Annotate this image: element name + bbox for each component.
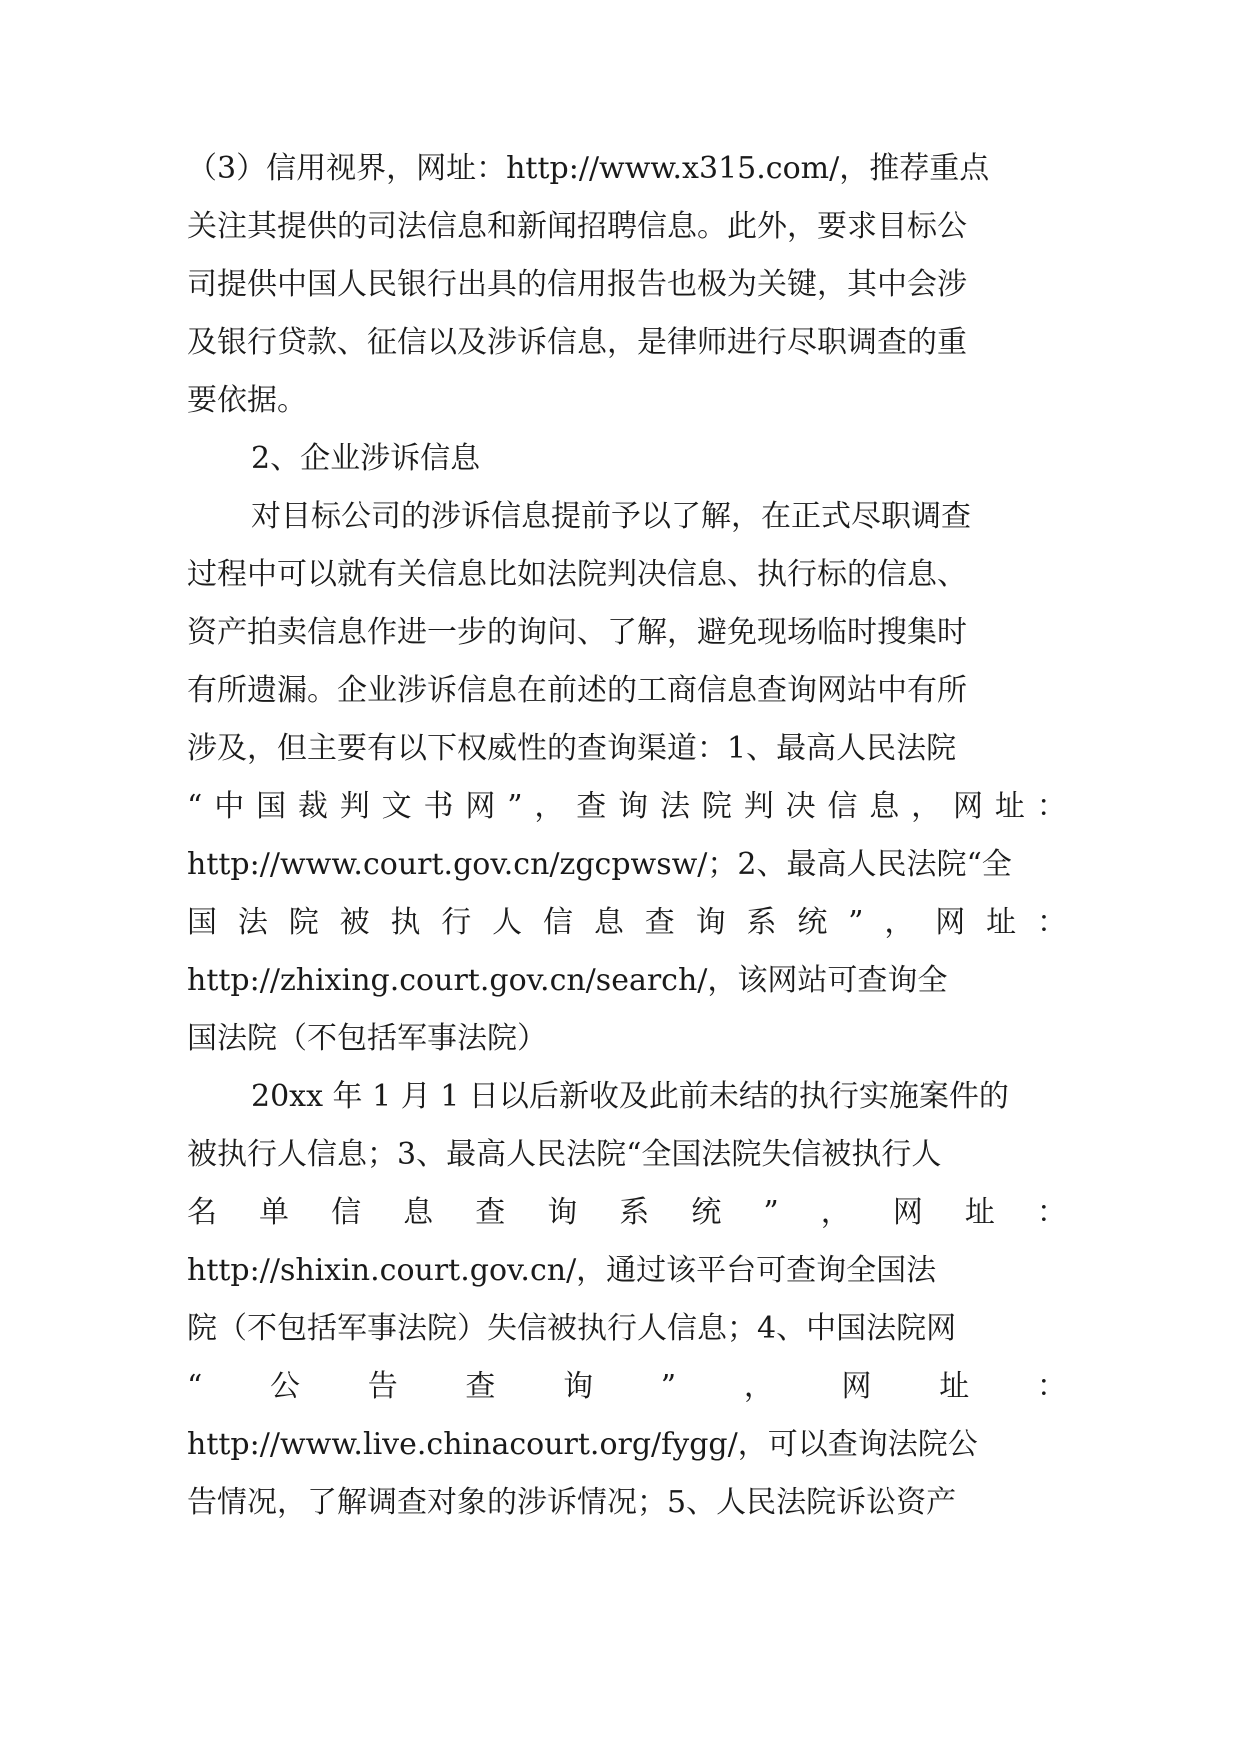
justified-char: ” xyxy=(660,1369,677,1404)
justified-char: ： xyxy=(1036,789,1067,824)
justified-char: “ xyxy=(187,1369,203,1404)
justified-char: 文 xyxy=(381,789,412,824)
justified-char: 名 xyxy=(187,1195,217,1230)
text-line: http://www.court.gov.cn/zgcpwsw/；2、最高人民法院“全 xyxy=(187,847,1012,882)
justified-char: ” xyxy=(507,789,523,824)
text-line: 过程中可以就有关信息比如法院判决信息、执行标的信息、 xyxy=(187,557,967,592)
body-text xyxy=(187,140,1067,1532)
text-line-spaced xyxy=(187,894,1067,952)
justified-char: 查 xyxy=(576,789,607,824)
justified-char: 询 xyxy=(563,1369,594,1404)
justified-char: 息 xyxy=(403,1195,434,1230)
justified-char: 址 xyxy=(964,1195,995,1230)
text-line: 关注其提供的司法信息和新闻招聘信息。此外，要求目标公 xyxy=(187,209,967,244)
justified-char: 执 xyxy=(390,905,421,940)
justified-char: 址 xyxy=(939,1369,970,1404)
justified-char: 信 xyxy=(331,1195,362,1230)
justified-char: ： xyxy=(1036,1195,1067,1230)
justified-char: 网 xyxy=(935,905,966,940)
justified-char: ， xyxy=(534,789,565,824)
justified-char: 院 xyxy=(288,905,319,940)
justified-char: 统 xyxy=(691,1195,722,1230)
text-line: 资产拍卖信息作进一步的询问、了解，避免现场临时搜集时 xyxy=(187,615,967,650)
justified-char: “ xyxy=(187,789,203,824)
justified-char: ” xyxy=(763,1195,779,1230)
justified-char: 告 xyxy=(367,1369,398,1404)
text-line: 对目标公司的涉诉信息提前予以了解，在正式尽职调查 xyxy=(251,499,971,534)
justified-char: 统 xyxy=(797,905,828,940)
justified-char: 判 xyxy=(743,789,774,824)
justified-char: 系 xyxy=(619,1195,650,1230)
justified-char: 院 xyxy=(701,789,732,824)
justified-char: 网 xyxy=(892,1195,923,1230)
justified-char: 查 xyxy=(465,1369,496,1404)
justified-char: ， xyxy=(911,789,942,824)
text-line: 告情况，了解调查对象的涉诉情况；5、人民法院诉讼资产 xyxy=(187,1485,957,1520)
justified-char: 网 xyxy=(465,789,496,824)
text-line: 要依据。 xyxy=(187,383,307,418)
justified-char: 决 xyxy=(785,789,816,824)
justified-char: 中 xyxy=(214,789,245,824)
justified-char: ： xyxy=(1036,905,1067,940)
justified-char: 法 xyxy=(660,789,690,824)
justified-char: 息 xyxy=(869,789,900,824)
text-line: 20xx 年 1 月 1 日以后新收及此前未结的执行实施案件的 xyxy=(251,1079,1009,1114)
text-line-spaced xyxy=(187,778,1067,836)
justified-char: ： xyxy=(1036,1369,1067,1404)
justified-char: 人 xyxy=(492,905,523,940)
text-line: 国法院（不包括军事法院） xyxy=(187,1021,547,1056)
justified-char: ” xyxy=(848,905,864,940)
justified-char: 国 xyxy=(256,789,287,824)
text-line: 院（不包括军事法院）失信被执行人信息；4、中国法院网 xyxy=(187,1311,957,1346)
justified-char: 单 xyxy=(259,1195,290,1230)
justified-char: 息 xyxy=(593,905,624,940)
justified-char: 网 xyxy=(841,1369,872,1404)
text-line: http://www.live.chinacourt.org/fygg/，可以查询法院公 xyxy=(187,1427,978,1462)
justified-char: 址 xyxy=(994,789,1025,824)
text-line: （3）信用视界，网址：http://www.x315.com/，推荐重点 xyxy=(187,151,990,186)
justified-char: 被 xyxy=(339,905,370,940)
text-line: 司提供中国人民银行出具的信用报告也极为关键，其中会涉 xyxy=(187,267,967,302)
justified-char: 询 xyxy=(547,1195,578,1230)
justified-char: 查 xyxy=(475,1195,506,1230)
justified-char: 查 xyxy=(644,905,675,940)
justified-char: ， xyxy=(884,905,915,940)
text-line-spaced xyxy=(187,1358,1067,1416)
justified-char: ， xyxy=(820,1195,851,1230)
justified-char: 书 xyxy=(423,789,454,824)
justified-char: 行 xyxy=(441,905,472,940)
justified-char: 询 xyxy=(618,789,649,824)
justified-char: ， xyxy=(743,1369,774,1404)
justified-char: 信 xyxy=(543,905,574,940)
justified-char: 信 xyxy=(827,789,858,824)
justified-char: 公 xyxy=(270,1369,301,1404)
justified-char: 询 xyxy=(695,905,726,940)
text-line: http://zhixing.court.gov.cn/search/，该网站可查询全 xyxy=(187,963,948,998)
justified-char: 网 xyxy=(953,789,984,824)
text-line: 及银行贷款、征信以及涉诉信息，是律师进行尽职调查的重 xyxy=(187,325,967,360)
justified-char: 址 xyxy=(986,905,1017,940)
section-heading: 2、企业涉诉信息 xyxy=(251,441,481,476)
text-line: http://shixin.court.gov.cn/，通过该平台可查询全国法 xyxy=(187,1253,937,1288)
text-line: 被执行人信息；3、最高人民法院“全国法院失信被执行人 xyxy=(187,1137,942,1172)
text-line: 涉及，但主要有以下权威性的查询渠道：1、最高人民法院 xyxy=(187,731,957,766)
text-line-spaced xyxy=(187,1184,1067,1242)
justified-char: 判 xyxy=(339,789,370,824)
justified-char: 国 xyxy=(187,905,217,940)
justified-char: 法 xyxy=(237,905,268,940)
justified-char: 系 xyxy=(746,905,777,940)
justified-char: 裁 xyxy=(297,789,328,824)
text-line: 有所遗漏。企业涉诉信息在前述的工商信息查询网站中有所 xyxy=(187,673,967,708)
